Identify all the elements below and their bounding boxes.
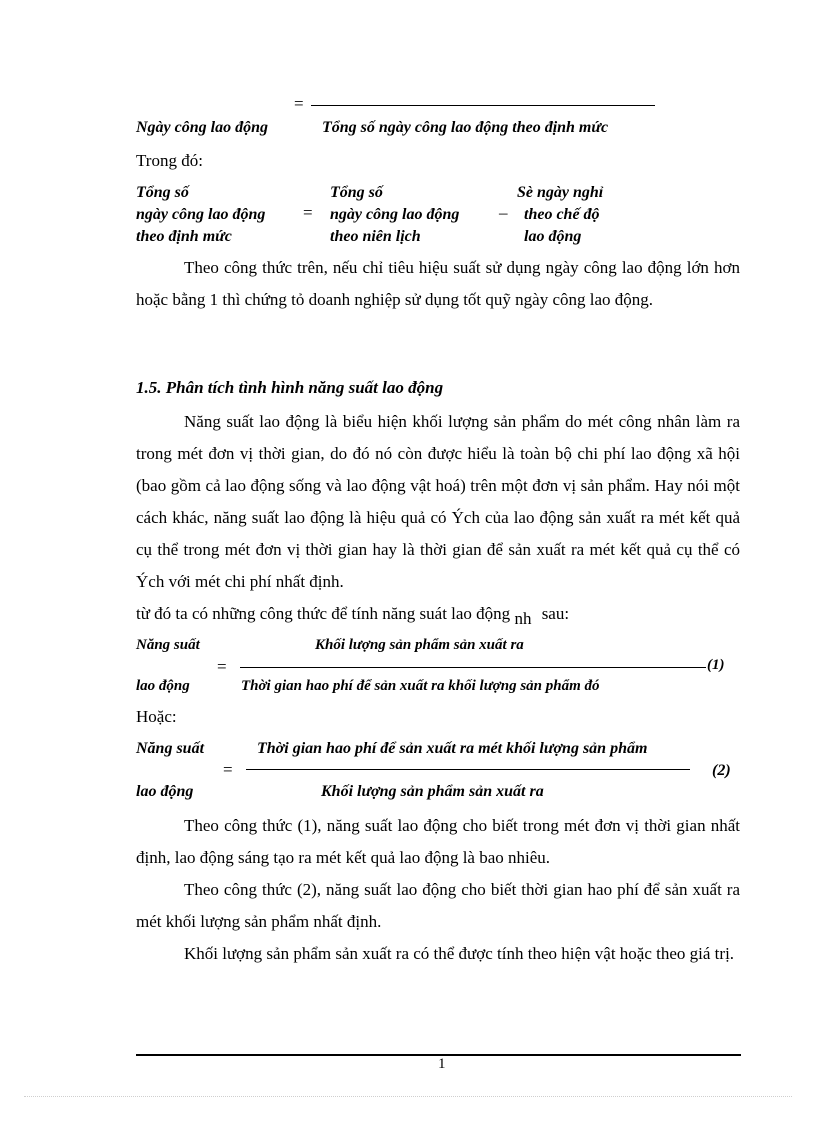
formula1-left-line2: lao động xyxy=(136,678,190,694)
formula1-equals: = xyxy=(217,657,227,676)
formula2-numerator: Thời gian hao phí để sản xuất ra mét khối lượng sản phẩm xyxy=(257,740,648,757)
formula2-left-line2: lao động xyxy=(136,783,194,800)
formula2-fraction-bar xyxy=(246,769,690,770)
top-formula-equals: = xyxy=(294,94,304,113)
formula1-left-line1: Năng suất xyxy=(136,637,200,653)
top-fraction-bar xyxy=(311,105,655,106)
formula1-denominator: Thời gian hao phí để sản xuất ra khối lượng sản phẩm đó xyxy=(241,678,600,694)
formula2-number: (2) xyxy=(712,762,731,779)
def-col2-line3: theo niên lịch xyxy=(330,228,421,245)
paragraph-khoi-luong: Khối lượng sản phẩm sản xuất ra có thể được tính theo hiện vật hoặc theo giá trị. xyxy=(184,944,735,963)
top-formula-left: Ngày công lao động xyxy=(136,119,268,136)
def-col2-line1: Tổng số xyxy=(330,184,383,201)
intro-nh: nh xyxy=(514,609,532,628)
formula2-denominator: Khối lượng sản phẩm sản xuất ra xyxy=(321,783,544,800)
paragraph-hieu-suat: Theo công thức trên, nếu chỉ tiêu hiệu suất sử dụng ngày công lao động lớn hơn hoặc bằng 1 thì chứng tỏ doanh nghiệp sử dụng tốt quỹ ngày công lao động. xyxy=(136,258,740,309)
paragraph-cong-thuc-2: Theo công thức (2), năng suất lao động cho biết thời gian hao phí để sản xuất ra mét khối lượng sản phẩm nhất định. xyxy=(136,880,740,931)
def-col1 xyxy=(136,182,265,248)
def-col3-line2: theo chế độ xyxy=(524,206,600,223)
def-equals: = xyxy=(303,203,313,222)
formula2-equals: = xyxy=(223,760,233,779)
def-col3-line1: Sè ngày nghỉ xyxy=(517,184,604,201)
hoac-label: Hoặc: xyxy=(136,707,177,726)
def-col1-line1: Tổng số xyxy=(136,184,189,201)
def-minus: – xyxy=(499,203,508,222)
def-col3-line3: lao động xyxy=(524,228,582,245)
paragraph-nang-suat: Năng suất lao động là biểu hiện khối lượng sản phẩm do mét công nhân làm ra trong mét đơn vị thời gian, do đó nó còn được hiểu là toàn bộ chi phí lao động xã hội (bao gồm cả lao động sống và lao động vật hoá) trên một đơn vị sản phẩm. Hay nói một cách khác, năng suất lao động là hiệu quả có Ých của lao động sản xuất ra mét kết quả cụ thể trong mét đơn vị thời gian hay là thời gian để sản xuất ra mét kết quả cụ thể có Ých với mét chi phí nhất định. xyxy=(136,412,740,591)
formula2-left-line1: Năng suất xyxy=(136,740,205,757)
section-heading: 1.5. Phân tích tình hình năng suất lao động xyxy=(136,378,444,397)
formula1-fraction-bar xyxy=(240,667,706,668)
def-col2-line2: ngày công lao động xyxy=(330,206,460,223)
intro-end: sau: xyxy=(541,604,570,623)
page-edge-dots xyxy=(24,1096,792,1097)
paragraph-cong-thuc-intro xyxy=(136,604,570,628)
paragraph-cong-thuc-1: Theo công thức (1), năng suất lao động cho biết trong mét đơn vị thời gian nhất định, lao động sáng tạo ra mét kết quả lao động là bao nhiêu. xyxy=(136,816,740,867)
intro-text: từ đó ta có những công thức để tính năng suát lao động xyxy=(136,604,511,623)
top-formula-right: Tổng số ngày công lao động theo định mức xyxy=(322,119,609,136)
def-col3 xyxy=(517,182,603,248)
def-col1-line2: ngày công lao động xyxy=(136,206,266,223)
page-number: 1 xyxy=(438,1056,446,1072)
trong-do-label: Trong đó: xyxy=(136,151,203,170)
formula1-numerator: Khối lượng sản phẩm sản xuất ra xyxy=(315,637,524,653)
def-col1-line3: theo định mức xyxy=(136,228,232,245)
def-col2 xyxy=(330,182,459,248)
formula1-number: (1) xyxy=(707,657,725,673)
